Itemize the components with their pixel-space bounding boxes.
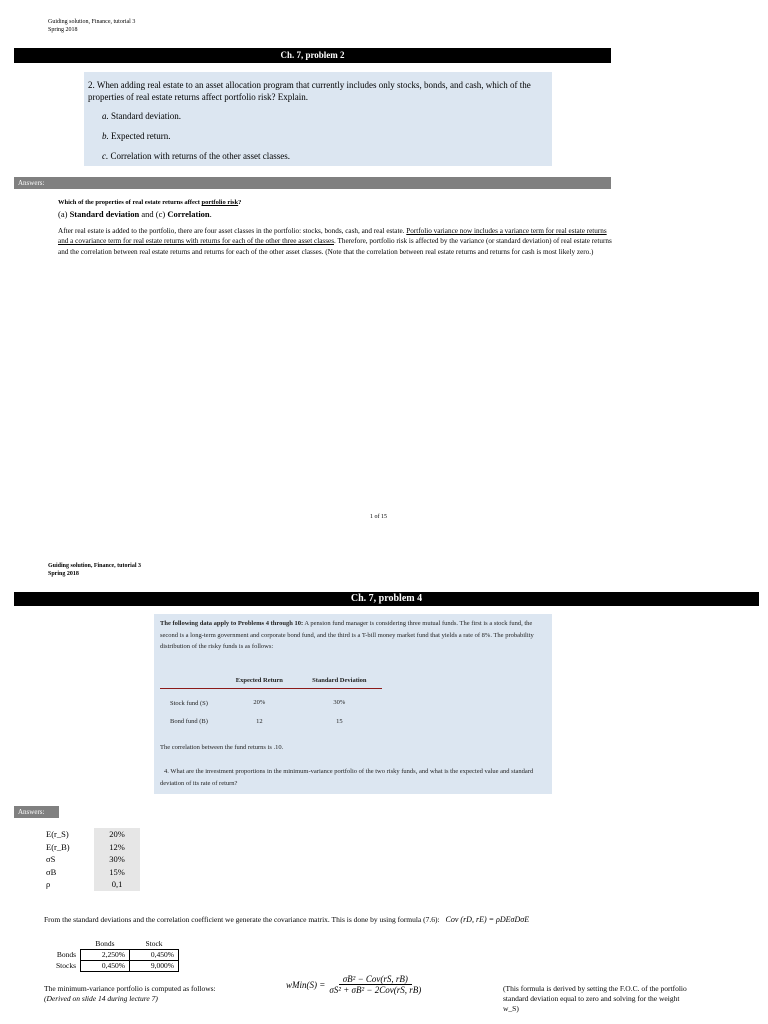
answer-result-prefix: (a) bbox=[58, 208, 70, 219]
explanation-text-2: . Therefore, portfolio risk is affected by the variance (or standard deviation) of real estate returns and the correlation between real estate returns and returns for each of the other asset classes. (Note that the correlation between real estate returns and returns for cash is most likely zero.) bbox=[58, 237, 612, 256]
table-row bbox=[40, 841, 140, 854]
input-value: 30% bbox=[94, 853, 140, 866]
minvar-text: The minimum-variance portfolio is computed as follows: bbox=[44, 984, 216, 993]
fund-expected-return: 12 bbox=[256, 717, 263, 725]
option-b-letter: b. bbox=[102, 131, 109, 141]
fund-name: Stock fund (S) bbox=[170, 699, 208, 707]
answers-bar: Answers: bbox=[14, 177, 611, 189]
cov-cell: 2,250% bbox=[81, 950, 130, 961]
answer-std-dev: Standard deviation bbox=[69, 208, 140, 219]
answer-block bbox=[58, 198, 618, 257]
input-label: E(r_S) bbox=[46, 829, 69, 839]
inputs-table bbox=[40, 828, 140, 891]
fund-table-header-0 bbox=[160, 674, 222, 689]
option-c-text: Correlation with returns of the other asset classes. bbox=[110, 151, 290, 161]
explanation-underlined: Portfolio variance now includes a variance term for real estate returns and a covariance term for real estate returns with returns for each of the other three asset classes bbox=[58, 226, 607, 245]
page2-question-box bbox=[154, 614, 552, 794]
table-row bbox=[40, 853, 140, 866]
answer-explanation bbox=[58, 226, 618, 258]
problem-intro-bold: The following data apply to Problems 4 through 10: bbox=[160, 620, 304, 627]
input-value: 0,1 bbox=[94, 878, 140, 891]
page2-header-line-1: Guiding solution, Finance, tutorial 3 bbox=[48, 563, 142, 569]
formula-fraction bbox=[329, 974, 421, 995]
answer-question-underlined: portfolio risk bbox=[201, 199, 239, 206]
input-label: ρ bbox=[46, 879, 51, 890]
correlation-text: The correlation between the fund returns is .10. bbox=[160, 744, 284, 751]
covariance-matrix bbox=[52, 939, 179, 972]
question-box bbox=[84, 72, 552, 166]
covariance-formula: Cov (rD, rE) = ρDEσDσE bbox=[445, 915, 530, 924]
page2-header bbox=[48, 562, 141, 578]
cov-header-bonds: Bonds bbox=[95, 939, 115, 948]
formula-lhs: wMin(S) = bbox=[286, 979, 326, 990]
question-stem: 2. When adding real estate to an asset allocation program that currently includes only stocks, bonds, and cash, which of the properties of real estate returns affect portfolio risk? Explain. bbox=[88, 80, 531, 102]
table-row bbox=[160, 689, 382, 710]
header-line-2: Spring 2018 bbox=[48, 27, 78, 33]
option-a-text: Standard deviation. bbox=[111, 111, 181, 121]
input-value: 20% bbox=[94, 828, 140, 841]
cov-cell: 9,000% bbox=[130, 961, 179, 972]
option-c-letter: c. bbox=[102, 151, 109, 161]
fund-expected-return: 20% bbox=[253, 699, 266, 706]
option-a bbox=[102, 110, 181, 122]
minvar-note: (Derived on slide 14 during lecture 7) bbox=[44, 994, 158, 1003]
section-title-bar: Ch. 7, problem 2 bbox=[14, 48, 611, 63]
option-a-letter: a. bbox=[102, 111, 109, 121]
question-4: 4. What are the investment proportions in the minimum-variance portfolio of the two risky funds, and what is the expected value and standard deviation of its rate of return? bbox=[160, 768, 534, 787]
formula-numerator: σB² − Cov(rS, rB) bbox=[339, 974, 412, 985]
answer-result-end: . bbox=[209, 208, 212, 219]
answer-correlation: Correlation bbox=[167, 208, 210, 219]
input-value: 15% bbox=[94, 866, 140, 879]
table-row bbox=[40, 878, 140, 891]
table-row bbox=[40, 828, 140, 841]
table-row bbox=[160, 710, 382, 729]
page2-answers-bar: Answers: bbox=[14, 806, 59, 818]
table-row bbox=[52, 961, 179, 972]
fund-table-header-2: Standard Deviation bbox=[312, 677, 367, 685]
cov-row-label: Bonds bbox=[56, 950, 77, 959]
page-number: 1 of 15 bbox=[370, 514, 387, 520]
cov-cell: 0,450% bbox=[130, 950, 179, 961]
minvar-intro bbox=[44, 984, 216, 1004]
explanation-text-1: After real estate is added to the portfolio, there are four asset classes in the portfolio: stocks, bonds, cash, and real estate. bbox=[58, 226, 407, 235]
input-label: σB bbox=[46, 866, 57, 877]
cov-corner bbox=[52, 939, 81, 950]
input-value: 12% bbox=[94, 841, 140, 854]
covariance-text: From the standard deviations and the correlation coefficient we generate the covariance matrix. This is done by using formula (7.6): bbox=[44, 915, 440, 924]
cov-header-stock: Stock bbox=[145, 939, 163, 948]
fund-table bbox=[160, 674, 382, 728]
page2-title-bar: Ch. 7, problem 4 bbox=[14, 592, 759, 606]
fund-name: Bond fund (B) bbox=[170, 718, 208, 725]
input-label: E(r_B) bbox=[46, 841, 70, 852]
header-line-1: Guiding solution, Finance, tutorial 3 bbox=[48, 19, 136, 25]
answer-question-end: ? bbox=[238, 199, 242, 206]
covariance-intro bbox=[44, 914, 529, 926]
table-row bbox=[40, 866, 140, 879]
answer-question bbox=[58, 198, 618, 209]
input-label: σS bbox=[46, 854, 56, 865]
fund-std-dev: 15 bbox=[336, 717, 343, 725]
fund-table-header-1: Expected Return bbox=[235, 677, 283, 685]
table-row bbox=[52, 939, 179, 950]
cov-cell: 0,450% bbox=[81, 961, 130, 972]
option-b-text: Expected return. bbox=[111, 131, 171, 141]
answer-question-text: Which of the properties of real estate returns affect bbox=[58, 199, 202, 206]
answer-result bbox=[58, 209, 618, 220]
table-row bbox=[52, 950, 179, 961]
option-c bbox=[102, 150, 290, 162]
formula-denominator: σS² + σB² − 2Cov(rS, rB) bbox=[329, 985, 422, 995]
fund-std-dev: 30% bbox=[333, 699, 346, 706]
cov-row-label: Stocks bbox=[56, 961, 77, 970]
problem-intro bbox=[160, 618, 546, 653]
formula-side-note: (This formula is derived by setting the F.O.C. of the portfolio standard deviation equal to zero and solving for the weight w_S) bbox=[503, 984, 687, 1013]
min-variance-formula bbox=[286, 974, 421, 995]
page2-header-line-2: Spring 2018 bbox=[48, 571, 79, 577]
problem-intro-text: A pension fund manager is considering three mutual funds. The first is a stock fund, the second is a long-term government and corporate bond fund, and the third is a T-bill money market fund that yields a rate of 8%. The probability distribution of the risky funds is as follows: bbox=[160, 620, 534, 650]
fund-table-header bbox=[160, 674, 382, 689]
option-b bbox=[102, 130, 170, 142]
answer-result-mid: and (c) bbox=[139, 208, 168, 219]
page-header bbox=[48, 18, 135, 34]
